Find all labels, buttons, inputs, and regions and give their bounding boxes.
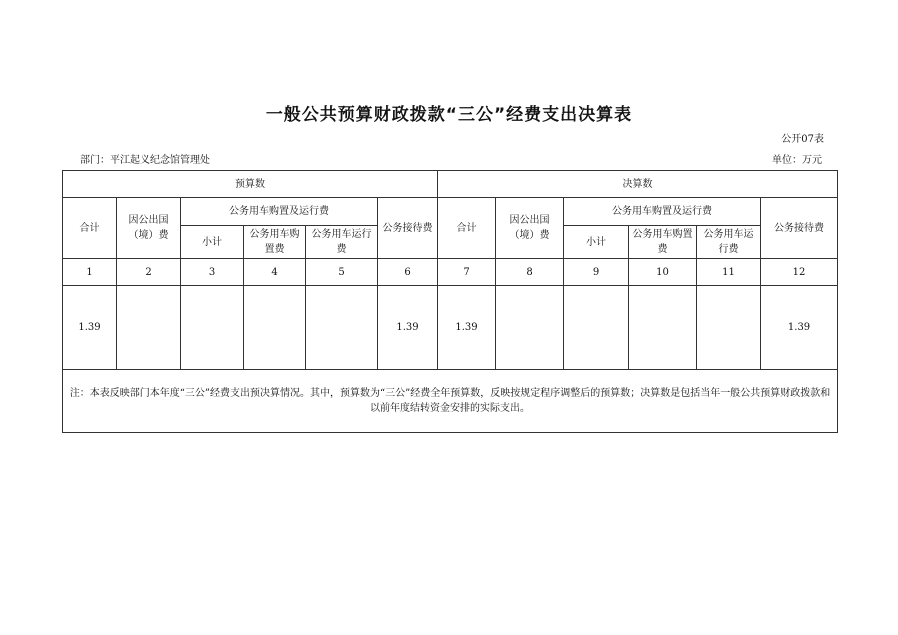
column-number-row: [63, 259, 838, 286]
final-vehicle-group-header: 公务用车购置及运行费: [564, 198, 761, 226]
final-abroad-header: 因公出国（境）费: [496, 198, 564, 259]
value-row: [63, 286, 838, 370]
three-public-expenses-table: [62, 170, 838, 433]
final-vehicle-operation-header: 公务用车运行费: [697, 226, 761, 259]
budget-reception-value: 1.39: [378, 286, 438, 370]
column-number: 2: [117, 259, 181, 286]
final-header: 决算数: [438, 171, 838, 198]
final-total-header: 合计: [438, 198, 496, 259]
budget-subtotal-header: 小计: [181, 226, 244, 259]
column-number: 6: [378, 259, 438, 286]
budget-vehicle-group-header: 公务用车购置及运行费: [181, 198, 378, 226]
column-number: 8: [496, 259, 564, 286]
budget-abroad-header: 因公出国（境）费: [117, 198, 181, 259]
final-subtotal-value: [564, 286, 629, 370]
final-subtotal-header: 小计: [564, 226, 629, 259]
final-reception-value: 1.39: [761, 286, 838, 370]
form-number: 公开07表: [781, 134, 824, 145]
column-number: 12: [761, 259, 838, 286]
final-reception-header: 公务接待费: [761, 198, 838, 259]
column-number: 11: [697, 259, 761, 286]
column-number: 9: [564, 259, 629, 286]
budget-total-value: 1.39: [63, 286, 117, 370]
table-note: 注：本表反映部门本年度“三公”经费支出预决算情况。其中，预算数为“三公”经费全年预算数，反映按规定程序调整后的预算数；决算数是包括当年一般公共预算财政拨款和以前年度结转资金安排的实际支出。: [63, 370, 838, 433]
column-number: 4: [244, 259, 306, 286]
final-vehicle-purchase-value: [629, 286, 697, 370]
budget-vehicle-operation-value: [306, 286, 378, 370]
page-title: 一般公共预算财政拨款“三公”经费支出决算表: [265, 105, 633, 125]
budget-vehicle-purchase-value: [244, 286, 306, 370]
final-vehicle-purchase-header: 公务用车购置费: [629, 226, 697, 259]
column-number: 7: [438, 259, 496, 286]
column-number: 10: [629, 259, 697, 286]
final-abroad-value: [496, 286, 564, 370]
budget-reception-header: 公务接待费: [378, 198, 438, 259]
column-number: 5: [306, 259, 378, 286]
budget-total-header: 合计: [63, 198, 117, 259]
budget-vehicle-purchase-header: 公务用车购置费: [244, 226, 306, 259]
column-number: 3: [181, 259, 244, 286]
budget-abroad-value: [117, 286, 181, 370]
budget-subtotal-value: [181, 286, 244, 370]
department-label: 部门：平江起义纪念馆管理处: [80, 155, 210, 166]
final-vehicle-operation-value: [697, 286, 761, 370]
unit-label: 单位：万元: [772, 155, 822, 166]
budget-vehicle-operation-header: 公务用车运行费: [306, 226, 378, 259]
final-total-value: 1.39: [438, 286, 496, 370]
budget-header: 预算数: [63, 171, 438, 198]
column-number: 1: [63, 259, 117, 286]
